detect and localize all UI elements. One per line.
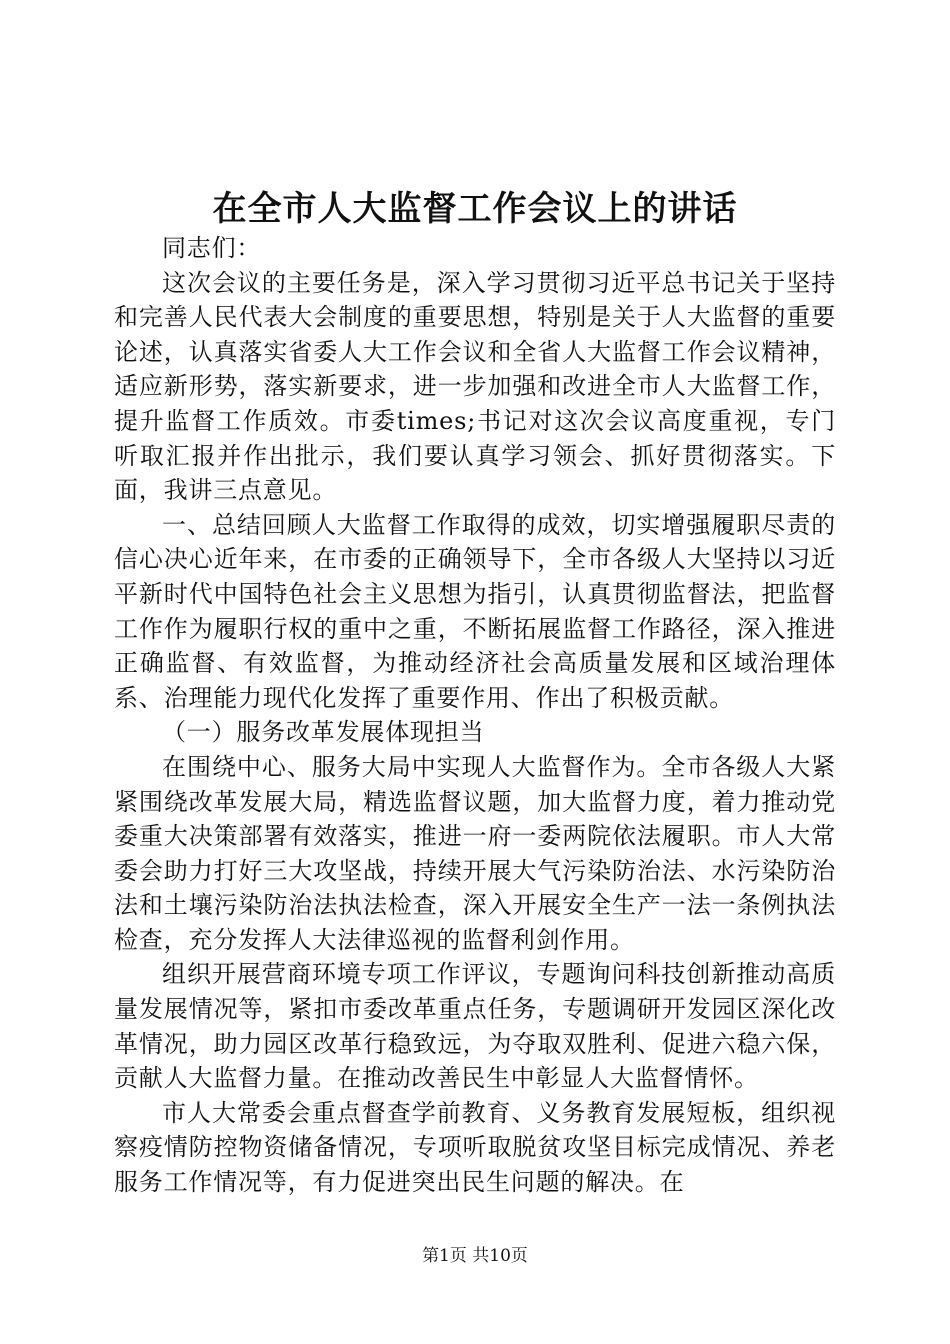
body-paragraph: 这次会议的主要任务是，深入学习贯彻习近平总书记关于坚持和完善人民代表大会制度的重要思想，特别是关于人大监督的重要论述，认真落实省委人大工作会议和全省人大监督工作会议精神，适应新形势，落实新要求，进一步加强和改进全市人大监督工作，提升监督工作质效。市委times;书记对这次会议高度重视，专门听取汇报并作出批示，我们要认真学习领会、抓好贯彻落实。下面，我讲三点意见。: [114, 268, 836, 505]
page-footer: 第1页 共10页: [422, 1246, 528, 1266]
section-heading: （一）服务改革发展体现担当: [162, 718, 485, 747]
body-paragraph: 在围绕中心、服务大局中实现人大监督作为。全市各级人大紧紧围绕改革发展大局，精选监督议题，加大监督力度，着力推动党委重大决策部署有效落实，推进一府一委两院依法履职。市人大常委会助力打好三大攻坚战，持续开展大气污染防治法、水污染防治法和土壤污染防治法执法检查，深入开展安全生产一法一条例执法检查，充分发挥人大法律巡视的监督利剑作用。: [114, 752, 836, 954]
salutation-paragraph: 同志们：: [162, 234, 262, 262]
document-body: [114, 231, 836, 1200]
body-paragraph: 市人大常委会重点督查学前教育、义务教育发展短板，组织视察疫情防控物资储备情况，专项听取脱贫攻坚目标完成情况、养老服务工作情况等，有力促进突出民生问题的解决。在: [114, 1098, 836, 1197]
page-title: 在全市人大监督工作会议上的讲话: [212, 189, 738, 229]
body-paragraph: 一、总结回顾人大监督工作取得的成效，切实增强履职尽责的信心决心近年来，在市委的正确领导下，全市各级人大坚持以习近平新时代中国特色社会主义思想为指引，认真贯彻监督法，把监督工作作为履职行权的重中之重，不断拓展监督工作路径，深入推进正确监督、有效监督，为推动经济社会高质量发展和区域治理体系、治理能力现代化发挥了重要作用、作出了积极贡献。: [114, 510, 836, 712]
body-paragraph: 组织开展营商环境专项工作评议，专题询问科技创新推动高质量发展情况等，紧扣市委改革重点任务，专题调研开发园区深化改革情况，助力园区改革行稳致远，为夺取双胜利、促进六稳六保，贡献人大监督力量。在推动改善民生中彰显人大监督情怀。: [114, 960, 836, 1093]
